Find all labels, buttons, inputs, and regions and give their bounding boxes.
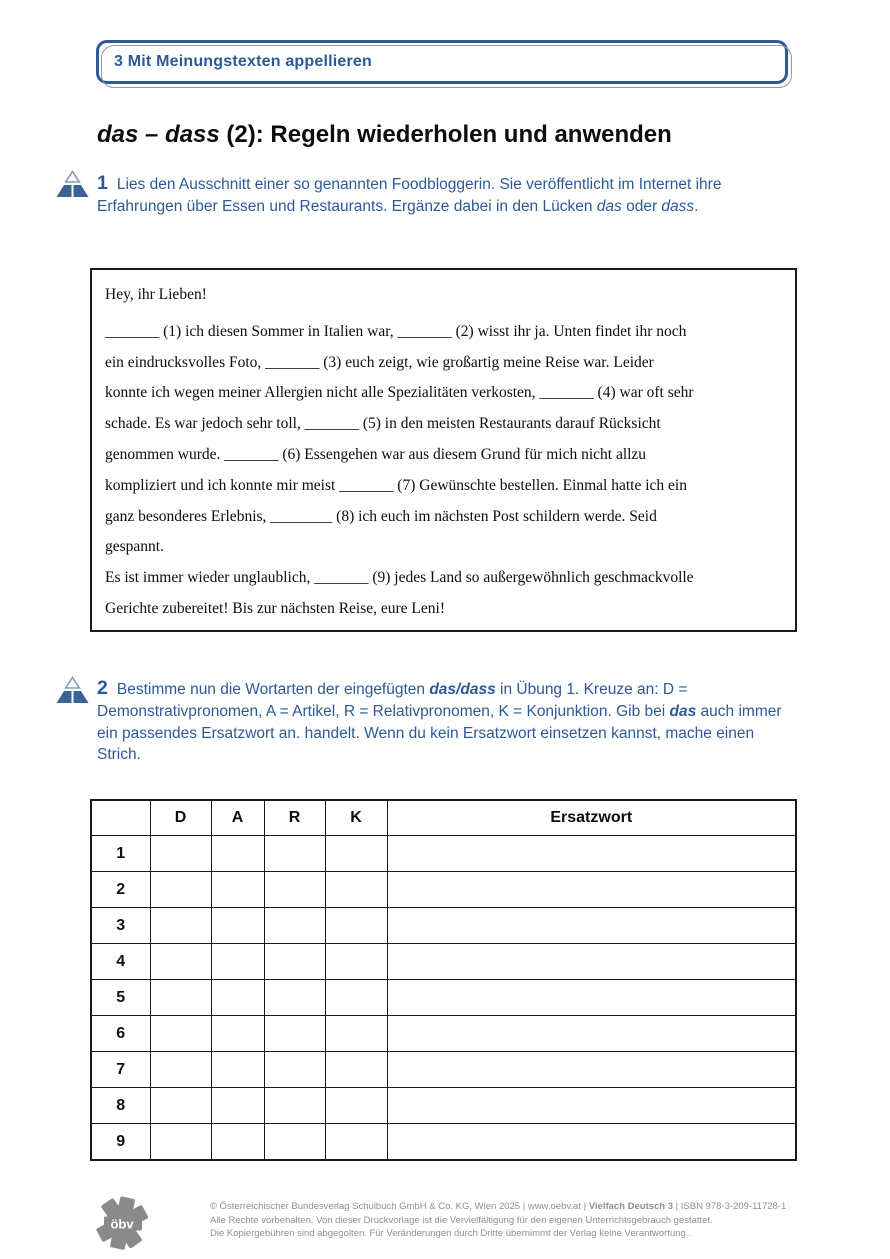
text-segment: das – dass [97,121,220,148]
blog-text-box [90,268,797,632]
blog-line: gespannt. [105,538,164,556]
exercise2-answer-table [90,799,797,1161]
exercise2-text [97,681,782,763]
answer-cell-R[interactable] [264,944,325,980]
blog-line: Es ist immer wieder unglaublich, _______ (9) jedes Land so außergewöhnlich geschmackvolle [105,569,694,587]
ersatzwort-cell[interactable] [387,908,796,944]
text-segment: (2): Regeln wiederholen und anwenden [219,121,672,148]
answer-cell-D[interactable] [150,908,211,944]
answer-cell-K[interactable] [325,836,387,872]
text-segment: das [669,702,697,720]
ersatzwort-cell[interactable] [387,872,796,908]
blog-line: konnte ich wegen meiner Allergien nicht alle Spezialitäten verkosten, _______ (4) war oft sehr [105,384,694,402]
oebv-logo-text: öbv [110,1216,134,1232]
text-segment: | ISBN 978-3-209-11728-1 [673,1201,787,1212]
answer-cell-D[interactable] [150,944,211,980]
header-ersatzwort: Ersatzwort [387,800,796,836]
answer-cell-D[interactable] [150,836,211,872]
text-segment: das/dass [429,681,496,698]
answer-cell-D[interactable] [150,1124,211,1161]
blog-line: genommen wurde. _______ (6) Essengehen war aus diesem Grund für mich nicht allzu [105,445,647,463]
answer-cell-R[interactable] [264,872,325,908]
row-number: 7 [91,1052,150,1088]
text-segment: Lies den Ausschnitt einer so genannten Foodbloggerin. Sie veröffentlicht im Internet ihre Erfahrungen über Essen und Restaurants. Ergänze dabei in den Lücken [97,176,722,215]
ersatzwort-cell[interactable] [387,1124,796,1161]
row-number: 5 [91,980,150,1016]
answer-cell-A[interactable] [211,836,264,872]
answer-cell-D[interactable] [150,980,211,1016]
ersatzwort-cell[interactable] [387,944,796,980]
blog-line: ganz besonderes Erlebnis, ________ (8) ich euch im nächsten Post schildern werde. Seid [105,507,657,525]
answer-cell-A[interactable] [211,1052,264,1088]
text-segment: dass [661,197,695,215]
chapter-title: 3 Mit Meinungstexten appellieren [114,53,373,70]
text-segment: © Österreichischer Bundesverlag Schulbuch GmbH & Co. KG, Wien 2025 | www.oebv.at | [210,1201,589,1212]
answer-cell-D[interactable] [150,1016,211,1052]
answer-cell-A[interactable] [211,908,264,944]
answer-cell-K[interactable] [325,1016,387,1052]
exercise1-text [97,176,721,215]
answer-cell-A[interactable] [211,1124,264,1161]
answer-cell-R[interactable] [264,1016,325,1052]
ersatzwort-cell[interactable] [387,836,796,872]
table-row [91,1124,796,1161]
answer-cell-R[interactable] [264,908,325,944]
table-row [91,944,796,980]
difficulty-pyramid-icon [54,170,91,201]
ersatzwort-cell[interactable] [387,1052,796,1088]
difficulty-pyramid-icon [54,676,91,707]
row-number: 8 [91,1088,150,1124]
header-K: K [325,800,387,836]
answer-cell-K[interactable] [325,944,387,980]
blog-lines [105,280,782,625]
ersatzwort-cell[interactable] [387,1016,796,1052]
imprint-line-3: Die Kopiergebühren sind abgegolten. Für Veränderungen durch Dritte übernimmt der Verlag keine Verantwortung . [210,1228,692,1239]
answer-cell-A[interactable] [211,1088,264,1124]
answer-cell-D[interactable] [150,1052,211,1088]
imprint-line-2: Alle Rechte vorbehalten. Von dieser Druckvorlage ist die Vervielfältigung für den eigenen Unterrichtsgebrauch gestattet. [210,1214,713,1226]
chapter-header-box [96,40,788,84]
text-segment: auch immer ein passendes Ersatzwort an. handelt. Wenn du kein Ersatzwort einsetzen kannst, mache einen Strich. [97,702,782,764]
answer-cell-K[interactable] [325,908,387,944]
text-segment: . [694,197,699,215]
exercise2-number: 2 [97,677,108,699]
exercise2-table-body [91,836,796,1161]
blog-line: Hey, ihr Lieben! [105,286,207,303]
answer-cell-R[interactable] [264,836,325,872]
answer-cell-K[interactable] [325,872,387,908]
text-segment: Vielfach Deutsch 3 [588,1201,674,1212]
table-row [91,1052,796,1088]
imprint-line-1 [210,1200,810,1214]
exercise1-instruction [97,173,797,218]
exercise1-number: 1 [97,172,108,194]
blog-line: schade. Es war jedoch sehr toll, _______ (5) in den meisten Restaurants darauf Rücksicht [105,415,661,433]
row-number: 1 [91,836,150,872]
table-header-row [91,800,796,836]
answer-cell-D[interactable] [150,872,211,908]
answer-cell-R[interactable] [264,1124,325,1161]
answer-cell-R[interactable] [264,1052,325,1088]
answer-cell-R[interactable] [264,1088,325,1124]
exercise2-instruction [97,678,797,766]
blog-line: _______ (1) ich diesen Sommer in Italien war, _______ (2) wisst ihr ja. Unten findet ihr noch [105,322,687,340]
header-empty [91,800,150,836]
text-segment: in Übung 1. Kreuze an: D = Demonstrativpronomen, A = Artikel, R = Relativpronomen, K = Konjunktion. Gib bei [97,681,688,720]
answer-cell-A[interactable] [211,980,264,1016]
header-A: A [211,800,264,836]
header-R: R [264,800,325,836]
answer-cell-A[interactable] [211,1016,264,1052]
ersatzwort-cell[interactable] [387,980,796,1016]
answer-cell-R[interactable] [264,980,325,1016]
table-row [91,908,796,944]
answer-cell-D[interactable] [150,1088,211,1124]
row-number: 9 [91,1124,150,1161]
row-number: 6 [91,1016,150,1052]
answer-cell-A[interactable] [211,944,264,980]
table-row [91,1016,796,1052]
row-number: 4 [91,944,150,980]
blog-line: Gerichte zubereitet! Bis zur nächsten Reise, eure Leni! [105,599,445,617]
text-segment: das [596,197,622,215]
table-row [91,1088,796,1124]
ersatzwort-cell[interactable] [387,1088,796,1124]
answer-cell-K[interactable] [325,980,387,1016]
oebv-logo [92,1196,162,1254]
text-segment: Bestimme nun die Wortarten der eingefügten [116,681,430,698]
answer-cell-A[interactable] [211,872,264,908]
answer-cell-K[interactable] [325,1052,387,1088]
text-segment: oder [621,197,662,215]
table-row [91,872,796,908]
blog-line: kompliziert und ich konnte mir meist _______ (7) Gewünschte bestellen. Einmal hatte ich ein [105,476,687,494]
table-row [91,980,796,1016]
footer-imprint [210,1200,810,1241]
row-number: 2 [91,872,150,908]
blog-line: ein eindrucksvolles Foto, _______ (3) euch zeigt, wie großartig meine Reise war. Leider [105,353,654,371]
row-number: 3 [91,908,150,944]
answer-cell-K[interactable] [325,1088,387,1124]
header-D: D [150,800,211,836]
answer-cell-K[interactable] [325,1124,387,1161]
table-row [91,836,796,872]
page-title [97,121,672,149]
